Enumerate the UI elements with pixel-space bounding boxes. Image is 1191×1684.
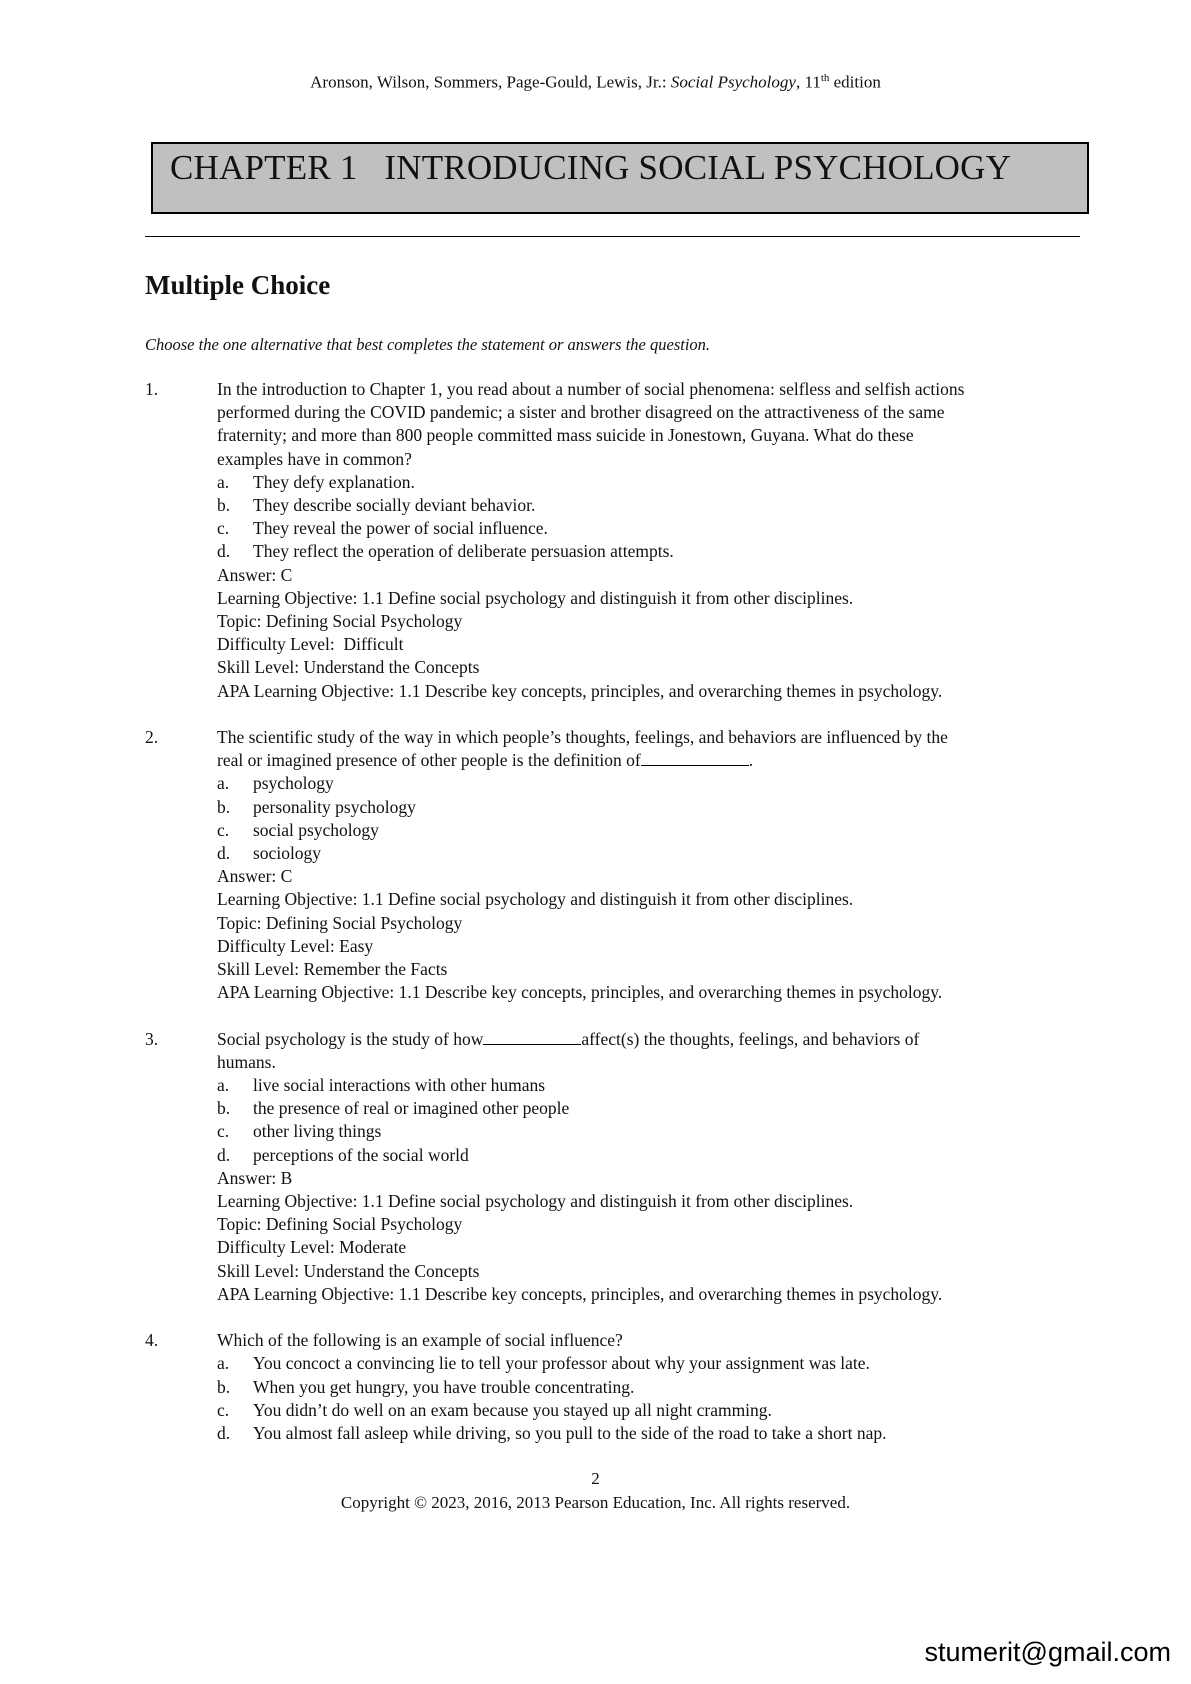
skill-level: Skill Level: Remember the Facts [217,959,448,980]
section-instructions: Choose the one alternative that best completes the statement or answers the question. [145,335,711,354]
option-letter: d. [217,541,231,562]
watermark-email: stumerit@gmail.com [924,1637,1171,1667]
question-number: 3. [145,1028,159,1049]
option-letter: b. [217,1098,231,1119]
question-stem-line [217,749,1085,772]
stem-text: Social psychology is the study of how [217,1028,484,1049]
apa-learning-objective: APA Learning Objective: 1.1 Describe key concepts, principles, and overarching themes in psychology. [217,1283,943,1304]
option-letter: b. [217,1376,231,1397]
question-4 [145,1329,1085,1445]
answer-key: Answer: C [217,866,293,887]
fill-in-blank [641,749,749,766]
option-letter: a. [217,471,230,492]
option-text: They describe socially deviant behavior. [253,495,536,516]
option-letter: c. [217,1399,230,1420]
question-stem-line: The scientific study of the way in which people’s thoughts, feelings, and behaviors are influenced by the [217,727,948,748]
option-text: When you get hungry, you have trouble concentrating. [253,1376,635,1397]
stem-text: . [748,750,754,771]
learning-objective: Learning Objective: 1.1 Define social psychology and distinguish it from other disciplines. [217,1191,854,1212]
option-letter: d. [217,1423,231,1444]
option-text: You almost fall asleep while driving, so you pull to the side of the road to take a short nap. [253,1423,887,1444]
option-text: They defy explanation. [253,471,415,492]
option-text: You concoct a convincing lie to tell your professor about why your assignment was late. [253,1353,870,1374]
question-number: 4. [145,1330,159,1351]
option-text: sociology [253,843,322,864]
answer-option [217,842,1085,865]
skill-level: Skill Level: Understand the Concepts [217,1260,480,1281]
header-authors: Aronson, Wilson, Sommers, Page-Gould, Lewis, Jr.: [310,72,671,92]
option-letter: a. [217,1353,230,1374]
option-letter: c. [217,819,230,840]
question-1 [145,378,1085,703]
answer-option [217,1074,1085,1097]
topic: Topic: Defining Social Psychology [217,611,463,632]
answer-option [217,517,1085,540]
fill-in-blank [483,1028,581,1045]
option-letter: a. [217,773,230,794]
question-number: 1. [145,379,159,399]
header-edition-word: edition [829,72,881,92]
question-stem-line: fraternity; and more than 800 people committed mass suicide in Jonestown, Guyana. What do these [217,425,914,446]
section-divider [145,236,1080,237]
answer-key: Answer: C [217,564,293,585]
apa-learning-objective: APA Learning Objective: 1.1 Describe key concepts, principles, and overarching themes in psychology. [217,680,943,701]
difficulty-level: Difficulty Level: Easy [217,935,374,956]
section-heading: Multiple Choice [145,270,331,300]
header-edition-suffix: th [820,72,830,84]
option-letter: b. [217,796,231,817]
option-text: other living things [253,1121,382,1142]
answer-option [217,1376,1085,1399]
question-stem-line: In the introduction to Chapter 1, you read about a number of social phenomena: selfless and selfish actions [217,379,965,399]
option-text: You didn’t do well on an exam because you stayed up all night cramming. [253,1399,772,1420]
skill-level: Skill Level: Understand the Concepts [217,657,480,678]
question-3 [145,1028,1085,1306]
answer-option [217,1422,1085,1445]
option-letter: d. [217,843,231,864]
learning-objective: Learning Objective: 1.1 Define social psychology and distinguish it from other disciplines. [217,587,854,608]
option-letter: a. [217,1075,230,1096]
answer-option [217,1144,1085,1167]
option-letter: d. [217,1144,231,1165]
chapter-title: CHAPTER 1 INTRODUCING SOCIAL PSYCHOLOGY [170,148,1012,187]
question-stem-line: humans. [217,1051,276,1072]
answer-key: Answer: B [217,1167,293,1188]
answer-option [217,1097,1085,1120]
question-stem-line: examples have in common? [217,448,412,469]
option-letter: b. [217,495,231,516]
option-text: perceptions of the social world [253,1144,469,1165]
difficulty-level: Difficulty Level: Moderate [217,1237,407,1258]
answer-option [217,819,1085,842]
question-2 [145,726,1085,1004]
answer-option [217,494,1085,517]
header-edition-number: , 11 [795,72,821,92]
option-text: social psychology [253,819,379,840]
topic: Topic: Defining Social Psychology [217,912,463,933]
learning-objective: Learning Objective: 1.1 Define social psychology and distinguish it from other disciplines. [217,889,854,910]
question-stem-line [217,1028,1085,1051]
option-letter: c. [217,518,230,539]
header-book-title: Social Psychology [670,72,796,92]
copyright-notice: Copyright © 2023, 2016, 2013 Pearson Education, Inc. All rights reserved. [340,1493,851,1512]
answer-option [217,796,1085,819]
option-text: They reveal the power of social influence. [253,518,548,539]
topic: Topic: Defining Social Psychology [217,1214,463,1235]
answer-option [217,1120,1085,1143]
question-number: 2. [145,727,159,748]
running-header [0,72,1191,93]
option-text: psychology [253,773,334,794]
question-stem-line: Which of the following is an example of social influence? [217,1330,623,1351]
answer-option [217,1352,1085,1375]
option-letter: c. [217,1121,230,1142]
apa-learning-objective: APA Learning Objective: 1.1 Describe key concepts, principles, and overarching themes in psychology. [217,982,943,1003]
option-text: They reflect the operation of deliberate persuasion attempts. [253,541,674,562]
answer-option [217,471,1085,494]
page-number: 2 [591,1469,600,1488]
answer-option [217,1399,1085,1422]
option-text: personality psychology [253,796,416,817]
answer-option [217,772,1085,795]
stem-text: real or imagined presence of other people is the definition of [217,750,641,771]
option-text: the presence of real or imagined other people [253,1098,570,1119]
stem-text: affect(s) the thoughts, feelings, and behaviors of [581,1028,920,1049]
question-list [145,378,1085,1468]
answer-option [217,540,1085,563]
question-stem-line: performed during the COVID pandemic; a sister and brother disagreed on the attractiveness of the same [217,402,945,423]
difficulty-level: Difficulty Level: Difficult [217,634,404,655]
option-text: live social interactions with other humans [253,1075,546,1096]
